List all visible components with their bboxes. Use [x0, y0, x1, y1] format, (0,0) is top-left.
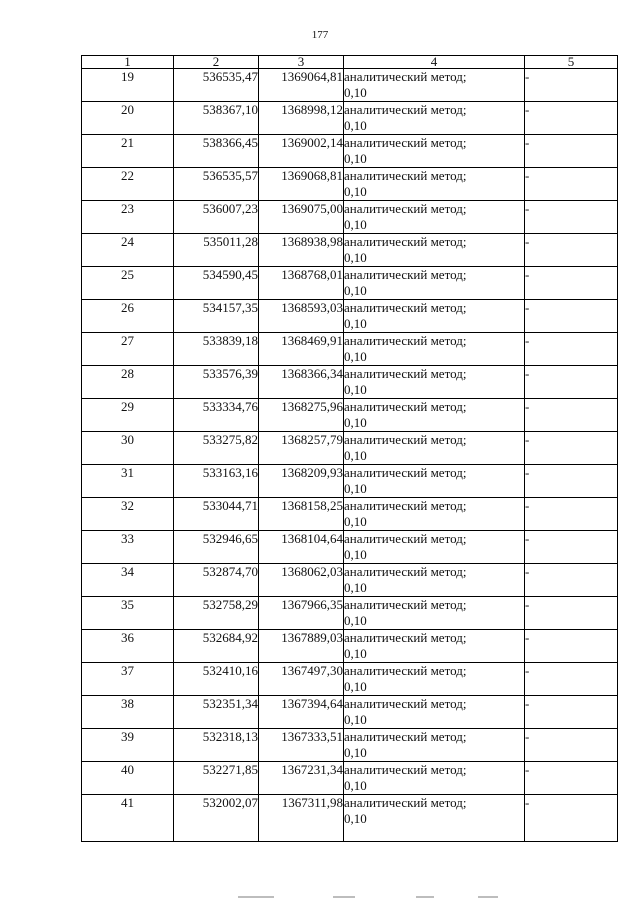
table-row [82, 168, 618, 201]
table-row [82, 366, 618, 399]
note-cell: - [525, 663, 618, 696]
y-coordinate-cell: 1367889,03 [259, 630, 344, 663]
table-row [82, 597, 618, 630]
method-cell [344, 630, 525, 663]
point-number-cell: 22 [82, 168, 174, 201]
method-text: аналитический метод; [344, 696, 467, 711]
point-number-cell: 32 [82, 498, 174, 531]
note-cell: - [525, 234, 618, 267]
x-coordinate-cell: 533576,39 [174, 366, 259, 399]
point-number-cell: 25 [82, 267, 174, 300]
method-cell [344, 432, 525, 465]
y-coordinate-cell: 1367497,30 [259, 663, 344, 696]
column-header-1: 1 [82, 56, 174, 69]
method-cell [344, 135, 525, 168]
scan-mark [238, 896, 274, 898]
accuracy-text: 0,10 [344, 283, 367, 298]
accuracy-text: 0,10 [344, 514, 367, 529]
accuracy-text: 0,10 [344, 448, 367, 463]
method-text: аналитический метод; [344, 729, 467, 744]
table-row [82, 729, 618, 762]
note-cell: - [525, 729, 618, 762]
y-coordinate-cell: 1368275,96 [259, 399, 344, 432]
method-cell [344, 696, 525, 729]
x-coordinate-cell: 538366,45 [174, 135, 259, 168]
x-coordinate-cell: 532318,13 [174, 729, 259, 762]
point-number-cell: 26 [82, 300, 174, 333]
note-cell: - [525, 564, 618, 597]
column-header-2: 2 [174, 56, 259, 69]
method-cell [344, 201, 525, 234]
method-cell [344, 465, 525, 498]
y-coordinate-cell: 1369075,00 [259, 201, 344, 234]
table-row [82, 300, 618, 333]
y-coordinate-cell: 1368998,12 [259, 102, 344, 135]
method-text: аналитический метод; [344, 795, 467, 810]
x-coordinate-cell: 534590,45 [174, 267, 259, 300]
y-coordinate-cell: 1368062,03 [259, 564, 344, 597]
x-coordinate-cell: 533163,16 [174, 465, 259, 498]
method-cell [344, 267, 525, 300]
table-row [82, 696, 618, 729]
accuracy-text: 0,10 [344, 217, 367, 232]
method-cell [344, 795, 525, 842]
y-coordinate-cell: 1367311,98 [259, 795, 344, 842]
point-number-cell: 31 [82, 465, 174, 498]
note-cell: - [525, 135, 618, 168]
method-text: аналитический метод; [344, 300, 467, 315]
accuracy-text: 0,10 [344, 778, 367, 793]
x-coordinate-cell: 534157,35 [174, 300, 259, 333]
point-number-cell: 37 [82, 663, 174, 696]
note-cell: - [525, 69, 618, 102]
table-row [82, 201, 618, 234]
scan-mark [478, 896, 498, 898]
accuracy-text: 0,10 [344, 184, 367, 199]
point-number-cell: 20 [82, 102, 174, 135]
point-number-cell: 39 [82, 729, 174, 762]
note-cell: - [525, 795, 618, 842]
note-cell: - [525, 267, 618, 300]
accuracy-text: 0,10 [344, 382, 367, 397]
note-cell: - [525, 399, 618, 432]
note-cell: - [525, 465, 618, 498]
y-coordinate-cell: 1368938,98 [259, 234, 344, 267]
note-cell: - [525, 597, 618, 630]
table-row [82, 465, 618, 498]
method-text: аналитический метод; [344, 69, 467, 84]
y-coordinate-cell: 1368366,34 [259, 366, 344, 399]
x-coordinate-cell: 536535,47 [174, 69, 259, 102]
accuracy-text: 0,10 [344, 250, 367, 265]
column-header-5: 5 [525, 56, 618, 69]
accuracy-text: 0,10 [344, 316, 367, 331]
method-cell [344, 729, 525, 762]
note-cell: - [525, 366, 618, 399]
y-coordinate-cell: 1367231,34 [259, 762, 344, 795]
method-text: аналитический метод; [344, 399, 467, 414]
method-text: аналитический метод; [344, 201, 467, 216]
y-coordinate-cell: 1368768,01 [259, 267, 344, 300]
x-coordinate-cell: 533839,18 [174, 333, 259, 366]
method-text: аналитический метод; [344, 498, 467, 513]
y-coordinate-cell: 1367394,64 [259, 696, 344, 729]
x-coordinate-cell: 536007,23 [174, 201, 259, 234]
y-coordinate-cell: 1368209,93 [259, 465, 344, 498]
accuracy-text: 0,10 [344, 151, 367, 166]
note-cell: - [525, 300, 618, 333]
point-number-cell: 35 [82, 597, 174, 630]
method-cell [344, 300, 525, 333]
x-coordinate-cell: 535011,28 [174, 234, 259, 267]
method-cell [344, 333, 525, 366]
accuracy-text: 0,10 [344, 613, 367, 628]
method-cell [344, 597, 525, 630]
table-row [82, 630, 618, 663]
note-cell: - [525, 498, 618, 531]
note-cell: - [525, 333, 618, 366]
method-text: аналитический метод; [344, 564, 467, 579]
y-coordinate-cell: 1369002,14 [259, 135, 344, 168]
point-number-cell: 30 [82, 432, 174, 465]
method-text: аналитический метод; [344, 168, 467, 183]
x-coordinate-cell: 532684,92 [174, 630, 259, 663]
point-number-cell: 21 [82, 135, 174, 168]
point-number-cell: 36 [82, 630, 174, 663]
note-cell: - [525, 696, 618, 729]
point-number-cell: 38 [82, 696, 174, 729]
point-number-cell: 33 [82, 531, 174, 564]
accuracy-text: 0,10 [344, 712, 367, 727]
accuracy-text: 0,10 [344, 349, 367, 364]
method-cell [344, 168, 525, 201]
method-text: аналитический метод; [344, 630, 467, 645]
x-coordinate-cell: 533275,82 [174, 432, 259, 465]
accuracy-text: 0,10 [344, 580, 367, 595]
table-row [82, 498, 618, 531]
column-header-3: 3 [259, 56, 344, 69]
x-coordinate-cell: 532002,07 [174, 795, 259, 842]
method-text: аналитический метод; [344, 597, 467, 612]
method-cell [344, 762, 525, 795]
note-cell: - [525, 432, 618, 465]
coordinates-table [81, 55, 618, 842]
scan-mark [416, 896, 434, 898]
x-coordinate-cell: 532271,85 [174, 762, 259, 795]
table-row [82, 135, 618, 168]
y-coordinate-cell: 1369064,81 [259, 69, 344, 102]
method-cell [344, 531, 525, 564]
point-number-cell: 19 [82, 69, 174, 102]
method-cell [344, 102, 525, 135]
method-cell [344, 69, 525, 102]
method-text: аналитический метод; [344, 465, 467, 480]
method-text: аналитический метод; [344, 432, 467, 447]
method-cell [344, 498, 525, 531]
method-cell [344, 564, 525, 597]
y-coordinate-cell: 1368469,91 [259, 333, 344, 366]
x-coordinate-cell: 533334,76 [174, 399, 259, 432]
x-coordinate-cell: 533044,71 [174, 498, 259, 531]
point-number-cell: 34 [82, 564, 174, 597]
note-cell: - [525, 531, 618, 564]
table-row [82, 102, 618, 135]
table-row [82, 795, 618, 842]
accuracy-text: 0,10 [344, 481, 367, 496]
note-cell: - [525, 168, 618, 201]
table-row [82, 531, 618, 564]
point-number-cell: 23 [82, 201, 174, 234]
method-cell [344, 366, 525, 399]
accuracy-text: 0,10 [344, 85, 367, 100]
point-number-cell: 29 [82, 399, 174, 432]
note-cell: - [525, 762, 618, 795]
table-row [82, 234, 618, 267]
note-cell: - [525, 201, 618, 234]
table-row [82, 267, 618, 300]
point-number-cell: 40 [82, 762, 174, 795]
accuracy-text: 0,10 [344, 646, 367, 661]
method-cell [344, 399, 525, 432]
method-text: аналитический метод; [344, 102, 467, 117]
table-body [82, 69, 618, 842]
table-row [82, 564, 618, 597]
header-row [82, 56, 618, 69]
method-text: аналитический метод; [344, 366, 467, 381]
point-number-cell: 28 [82, 366, 174, 399]
x-coordinate-cell: 532946,65 [174, 531, 259, 564]
y-coordinate-cell: 1368158,25 [259, 498, 344, 531]
accuracy-text: 0,10 [344, 547, 367, 562]
y-coordinate-cell: 1367333,51 [259, 729, 344, 762]
note-cell: - [525, 102, 618, 135]
y-coordinate-cell: 1368257,79 [259, 432, 344, 465]
y-coordinate-cell: 1368593,03 [259, 300, 344, 333]
method-text: аналитический метод; [344, 663, 467, 678]
scan-mark [333, 896, 355, 898]
y-coordinate-cell: 1369068,81 [259, 168, 344, 201]
accuracy-text: 0,10 [344, 745, 367, 760]
table-row [82, 432, 618, 465]
method-text: аналитический метод; [344, 333, 467, 348]
column-header-4: 4 [344, 56, 525, 69]
table-row [82, 399, 618, 432]
accuracy-text: 0,10 [344, 811, 367, 826]
table-row [82, 762, 618, 795]
y-coordinate-cell: 1367966,35 [259, 597, 344, 630]
point-number-cell: 41 [82, 795, 174, 842]
accuracy-text: 0,10 [344, 415, 367, 430]
page-number: 177 [311, 29, 329, 41]
x-coordinate-cell: 536535,57 [174, 168, 259, 201]
note-cell: - [525, 630, 618, 663]
x-coordinate-cell: 532874,70 [174, 564, 259, 597]
method-text: аналитический метод; [344, 234, 467, 249]
x-coordinate-cell: 538367,10 [174, 102, 259, 135]
method-cell [344, 234, 525, 267]
x-coordinate-cell: 532351,34 [174, 696, 259, 729]
table-row [82, 69, 618, 102]
point-number-cell: 24 [82, 234, 174, 267]
table-row [82, 333, 618, 366]
accuracy-text: 0,10 [344, 118, 367, 133]
point-number-cell: 27 [82, 333, 174, 366]
x-coordinate-cell: 532758,29 [174, 597, 259, 630]
method-cell [344, 663, 525, 696]
x-coordinate-cell: 532410,16 [174, 663, 259, 696]
method-text: аналитический метод; [344, 762, 467, 777]
accuracy-text: 0,10 [344, 679, 367, 694]
table-row [82, 663, 618, 696]
method-text: аналитический метод; [344, 267, 467, 282]
method-text: аналитический метод; [344, 135, 467, 150]
method-text: аналитический метод; [344, 531, 467, 546]
y-coordinate-cell: 1368104,64 [259, 531, 344, 564]
